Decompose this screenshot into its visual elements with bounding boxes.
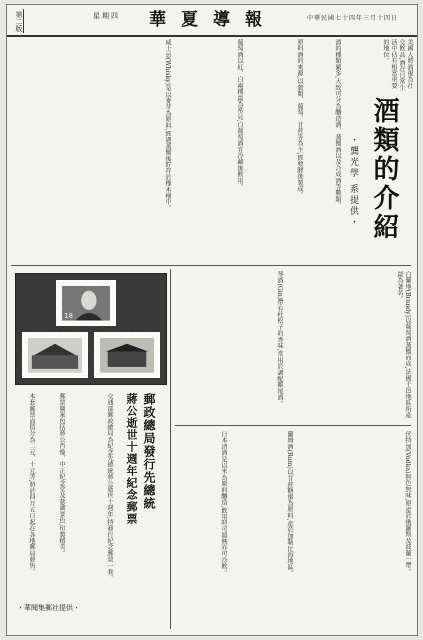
article-text-block: 美國人將酒視為社交飲品,酒在日常生活中佔有相當重要的地位。 [382,39,413,91]
article-text-block: 酒的種類繁多,大致可分為釀造酒、蒸餾酒以及合成酒等數類。 [334,39,341,209]
stamp-article-title [117,393,161,603]
article-title: 酒類的介紹 [369,97,399,242]
stamp-title-line2: 蔣公逝世十週年紀念郵票 [125,393,138,525]
page-number: 第二版 [9,9,24,33]
section-divider [175,425,411,426]
article-text-block: 日本清酒是以米為原料釀造,飲用時可溫熱亦可冷飲。 [220,431,227,576]
article-author: ・龔光學 系提供・ [348,135,358,228]
section-divider [11,265,411,266]
article-text-block: 伏特加(Vodka)無色無味,原產於俄羅斯及波蘭一帶。 [404,431,411,575]
stamp-value: 18 [64,312,73,320]
weekday: 星期四 [93,12,120,20]
article-text-block: 威士忌(Whisky)是以麥芽為原料,經過蒸餾後貯存於橡木桶中。 [164,39,171,212]
article-text-block: 白蘭地(Brandy)以葡萄酒蒸餾而成,法國干邑地區所產最為著名。 [396,271,411,419]
stamp-article-credit: ・華聞集郵社提供・ [17,604,80,612]
lake-scenery-stamp [94,332,160,378]
masthead-title: 華夏導報 [149,10,277,30]
stamp-title-line1: 郵政總局發行先總統 [142,393,156,510]
article-text-block: 原料酒的來源,以穀類、葡萄、甘蔗等為主,經發酵後製成。 [296,39,303,198]
stamp-article-text: 郵票圖案包括蔣公肖像、中正紀念堂及慈湖景色,印製精美。 [58,393,65,557]
page-header [7,5,417,37]
stamp-photo [15,273,167,385]
lake-scenery-image [100,338,154,373]
memorial-hall-image [28,338,82,373]
stamp-article-text: 交通部郵政總局為紀念先總統蔣公逝世十週年,特發行紀念郵票一套。 [106,393,113,581]
article-text-block: 葡萄酒以紅、白兩種最為常見,白葡萄酒宜冷藏後飲用。 [236,39,243,190]
article-text-block: 蘭姆酒(Rum)以甘蔗糖蜜為原料,產於加勒比海地區。 [286,431,293,577]
stamp-article-text: 本套郵票面值分為二元、十元等,將於四月五日起在各地郵局發售。 [28,393,35,575]
article-title-box [341,95,413,245]
issue-date: 中華民國七十四年三月十四日 [307,15,399,22]
portrait-stamp [56,280,116,326]
column-divider [170,269,171,629]
article-text-block: 琴酒(Gin)帶有杜松子的香味,常用於調配雞尾酒。 [276,271,283,407]
newspaper-page [6,4,418,636]
memorial-hall-stamp [22,332,88,378]
